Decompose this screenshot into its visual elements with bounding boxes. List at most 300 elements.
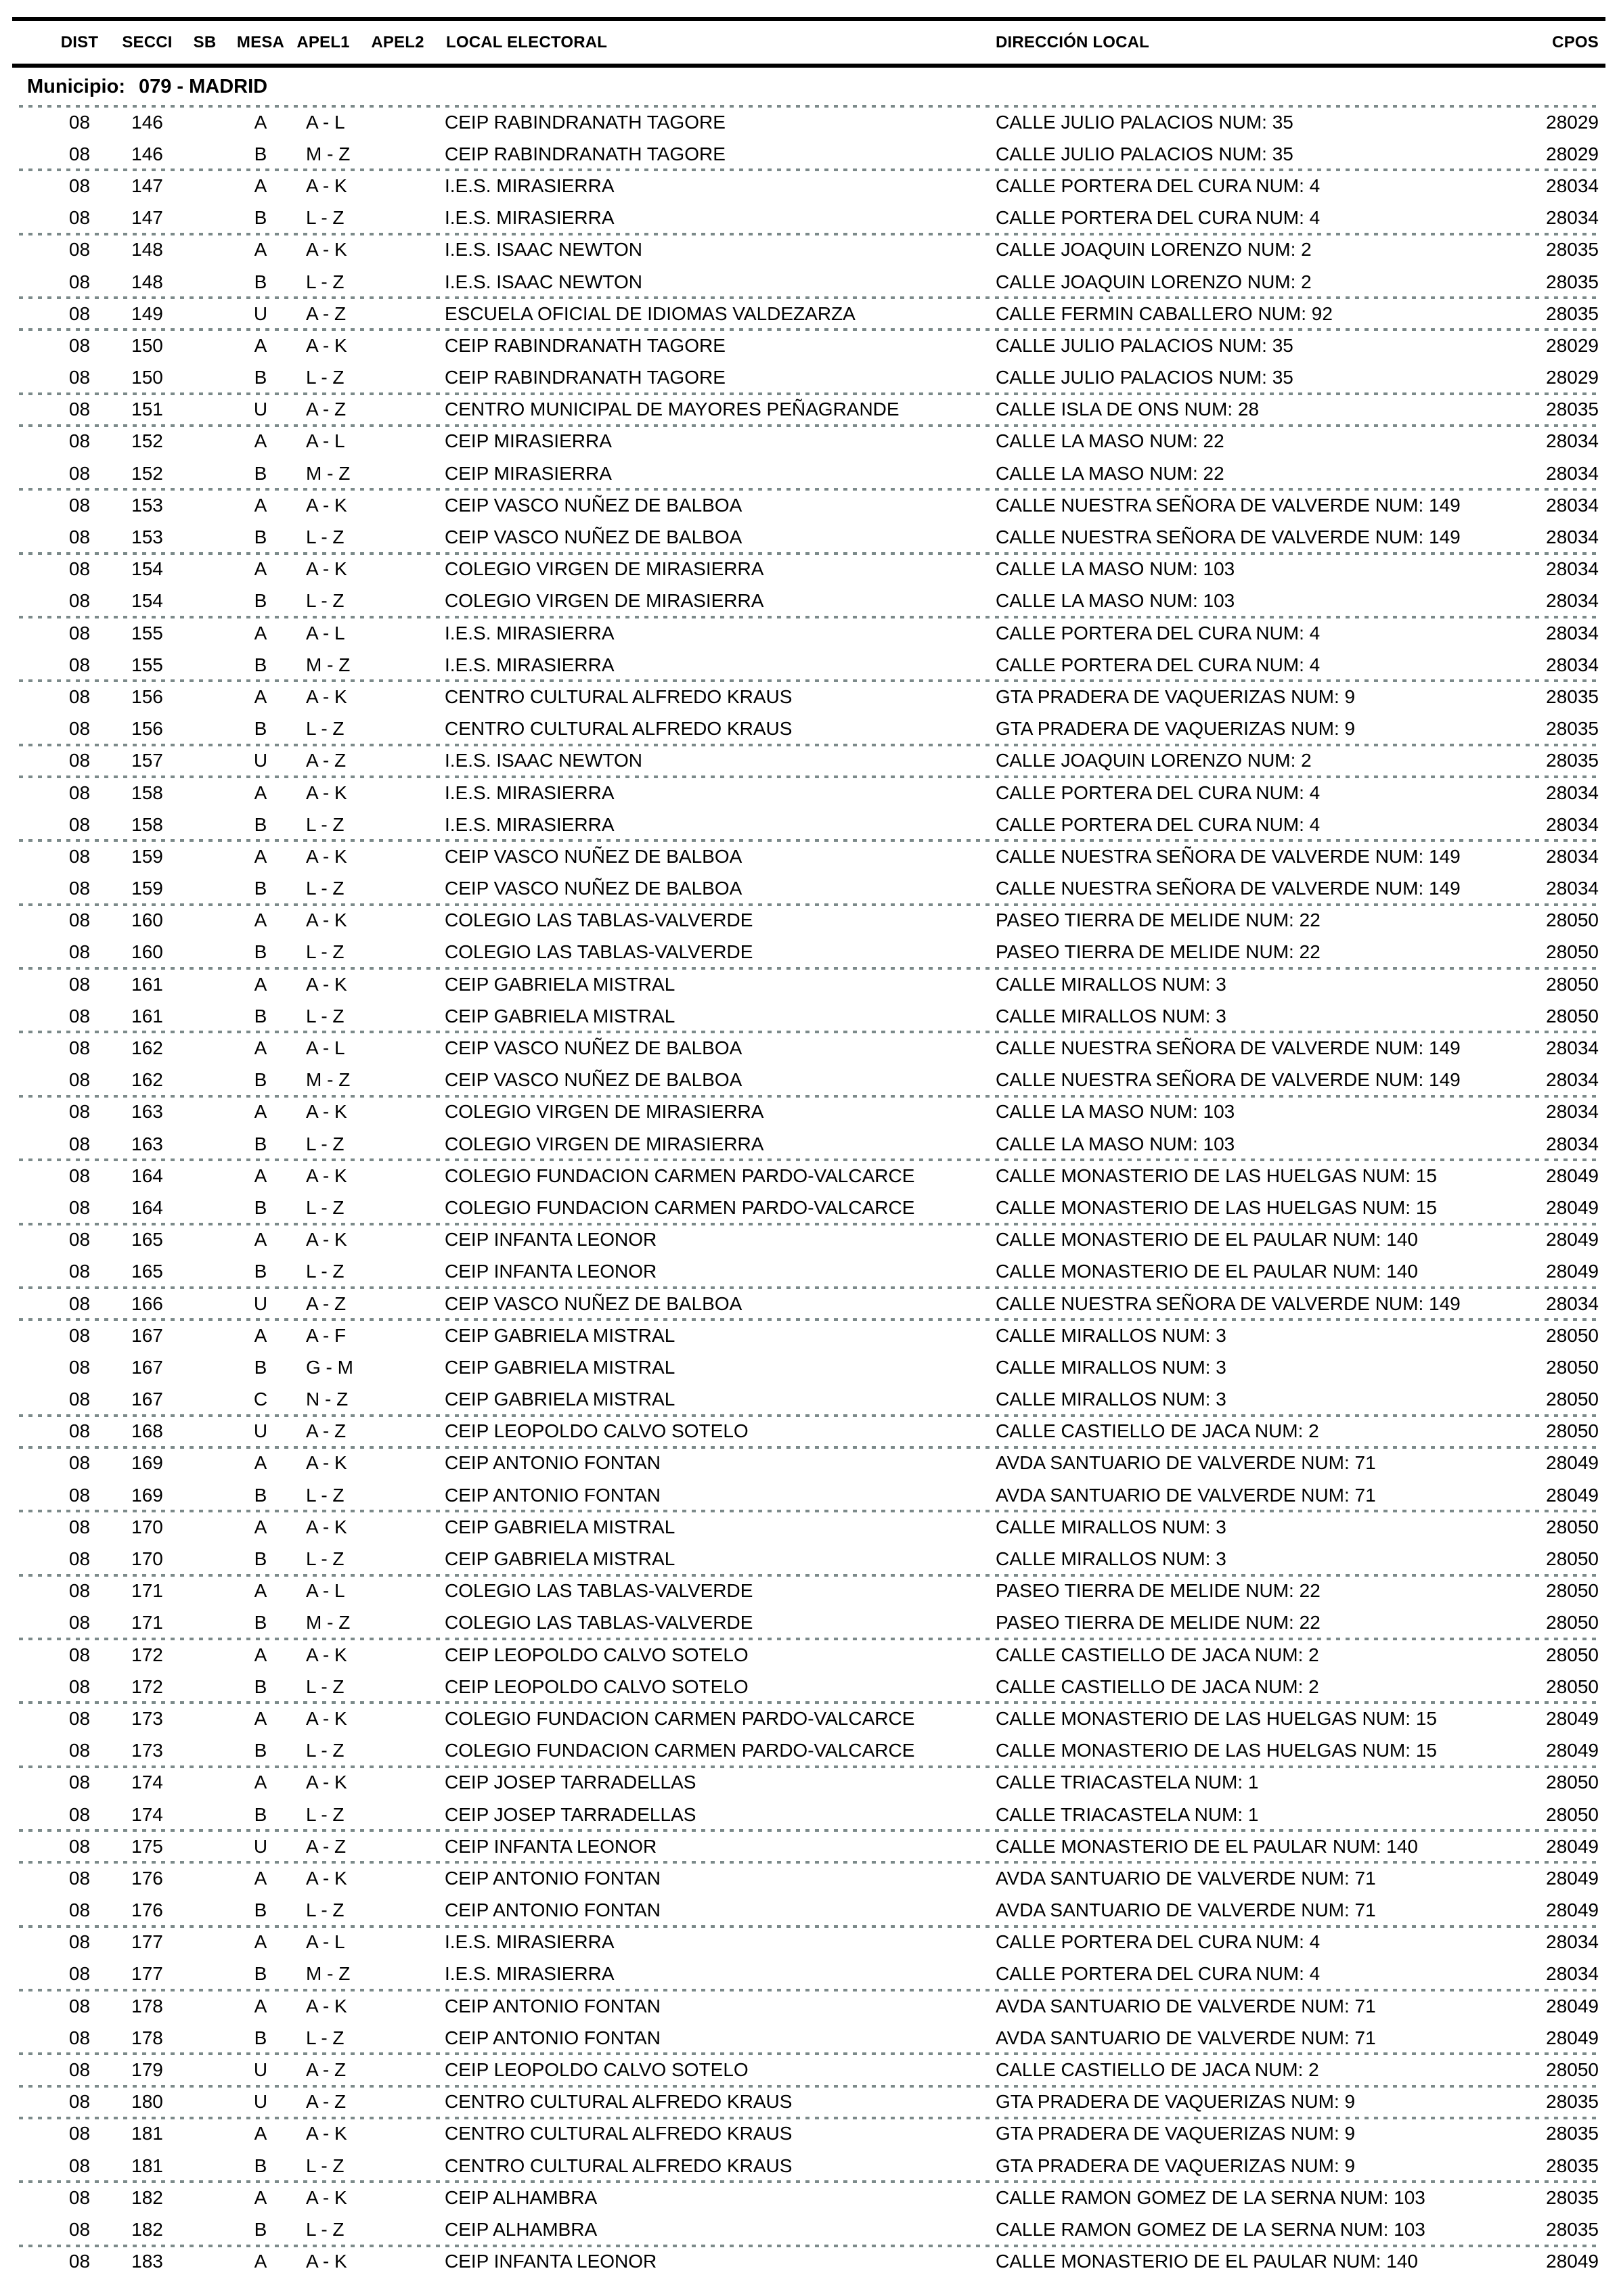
cell-cpos: 28050 [1546, 1612, 1599, 1634]
cell-local-electoral: CEIP VASCO NUÑEZ DE BALBOA [445, 1292, 742, 1314]
cell-local-electoral: CEIP ANTONIO FONTAN [445, 1452, 661, 1474]
cell-mesa: B [254, 1740, 267, 1761]
cell-local-electoral: I.E.S. MIRASIERRA [445, 207, 615, 229]
cell-local-electoral: CEIP ANTONIO FONTAN [445, 1995, 661, 2017]
cell-secci: 146 [131, 143, 163, 164]
cell-mesa: B [254, 526, 267, 548]
cell-secci: 181 [131, 2155, 163, 2176]
cell-apel-range: A - K [306, 782, 347, 803]
cell-cpos: 28049 [1546, 2251, 1599, 2272]
cell-direccion-local: CALLE TRIACASTELA NUM: 1 [996, 1803, 1259, 1825]
cell-dist: 08 [68, 1037, 91, 1059]
electoral-locals-document-page [0, 17, 1619, 2296]
cell-direccion-local: GTA PRADERA DE VAQUERIZAS NUM: 9 [996, 718, 1356, 740]
cell-secci: 171 [131, 1580, 163, 1602]
cell-cpos: 28050 [1546, 1420, 1599, 1442]
cell-cpos: 28050 [1546, 1580, 1599, 1602]
cell-local-electoral: CENTRO CULTURAL ALFREDO KRAUS [445, 2091, 793, 2113]
cell-cpos: 28050 [1546, 1644, 1599, 1665]
cell-dist: 08 [68, 526, 91, 548]
cell-direccion-local: CALLE RAMON GOMEZ DE LA SERNA NUM: 103 [996, 2218, 1425, 2240]
table-row [0, 1799, 1619, 1830]
cell-secci: 166 [131, 1292, 163, 1314]
cell-dist: 08 [68, 1356, 91, 1378]
cell-direccion-local: CALLE MONASTERIO DE EL PAULAR NUM: 140 [996, 1835, 1418, 1857]
cell-cpos: 28034 [1546, 1963, 1599, 1985]
cell-local-electoral: CEIP GABRIELA MISTRAL [445, 973, 675, 995]
cell-mesa: B [254, 2218, 267, 2240]
cell-cpos: 28029 [1546, 111, 1599, 133]
cell-local-electoral: CEIP VASCO NUÑEZ DE BALBOA [445, 1037, 742, 1059]
cell-apel-range: M - Z [306, 1612, 351, 1634]
cell-local-electoral: CEIP RABINDRANATH TAGORE [445, 334, 726, 356]
table-row [0, 937, 1619, 968]
table-row [0, 873, 1619, 905]
cell-direccion-local: CALLE JULIO PALACIOS NUM: 35 [996, 111, 1293, 133]
cell-mesa: B [254, 2155, 267, 2176]
table-row [0, 138, 1619, 170]
cell-secci: 158 [131, 782, 163, 803]
cell-local-electoral: COLEGIO FUNDACION CARMEN PARDO-VALCARCE [445, 1707, 915, 1729]
cell-cpos: 28049 [1546, 1452, 1599, 1474]
cell-local-electoral: COLEGIO LAS TABLAS-VALVERDE [445, 1612, 753, 1634]
cell-local-electoral: CEIP GABRIELA MISTRAL [445, 1356, 675, 1378]
column-header-mesa: MESA [236, 32, 285, 51]
cell-secci: 150 [131, 367, 163, 388]
cell-local-electoral: CEIP ANTONIO FONTAN [445, 1484, 661, 1506]
cell-secci: 173 [131, 1740, 163, 1761]
cell-apel-range: A - K [306, 973, 347, 995]
cell-secci: 172 [131, 1644, 163, 1665]
cell-local-electoral: CEIP VASCO NUÑEZ DE BALBOA [445, 878, 742, 899]
cell-mesa: B [254, 1261, 267, 1282]
cell-cpos: 28034 [1546, 175, 1599, 196]
cell-dist: 08 [68, 2186, 91, 2208]
cell-mesa: A [254, 430, 267, 452]
cell-local-electoral: COLEGIO VIRGEN DE MIRASIERRA [445, 1101, 764, 1123]
cell-local-electoral: CEIP ALHAMBRA [445, 2186, 598, 2208]
cell-cpos: 28049 [1546, 1229, 1599, 1251]
cell-mesa: A [254, 1931, 267, 1953]
cell-mesa: B [254, 878, 267, 899]
table-body [0, 106, 1619, 2278]
cell-direccion-local: CALLE NUESTRA SEÑORA DE VALVERDE NUM: 149 [996, 1292, 1461, 1314]
column-header-direccion-local: DIRECCIÓN LOCAL [996, 32, 1149, 51]
cell-mesa: U [253, 1420, 268, 1442]
cell-apel-range: M - Z [306, 462, 351, 484]
cell-dist: 08 [68, 271, 91, 292]
cell-mesa: B [254, 2027, 267, 2048]
cell-mesa: B [254, 813, 267, 835]
cell-dist: 08 [68, 622, 91, 644]
cell-dist: 08 [68, 1005, 91, 1027]
cell-secci: 156 [131, 718, 163, 740]
cell-dist: 08 [68, 941, 91, 963]
table-row [0, 809, 1619, 840]
cell-direccion-local: CALLE RAMON GOMEZ DE LA SERNA NUM: 103 [996, 2186, 1425, 2208]
cell-mesa: A [254, 782, 267, 803]
cell-secci: 151 [131, 399, 163, 420]
cell-secci: 159 [131, 878, 163, 899]
cell-mesa: A [254, 1037, 267, 1059]
cell-secci: 148 [131, 271, 163, 292]
table-row [0, 266, 1619, 298]
cell-dist: 08 [68, 654, 91, 675]
cell-apel-range: A - K [306, 334, 347, 356]
cell-cpos: 28029 [1546, 143, 1599, 164]
column-header-apel2: APEL2 [371, 32, 424, 51]
cell-local-electoral: COLEGIO LAS TABLAS-VALVERDE [445, 909, 753, 931]
cell-mesa: B [254, 1133, 267, 1154]
cell-mesa: A [254, 1516, 267, 1537]
cell-secci: 154 [131, 590, 163, 612]
cell-apel-range: L - Z [306, 718, 345, 740]
cell-mesa: B [254, 1005, 267, 1027]
cell-mesa: A [254, 1644, 267, 1665]
cell-cpos: 28035 [1546, 2091, 1599, 2113]
cell-direccion-local: AVDA SANTUARIO DE VALVERDE NUM: 71 [996, 1484, 1376, 1506]
cell-secci: 153 [131, 494, 163, 516]
cell-cpos: 28034 [1546, 1069, 1599, 1091]
cell-dist: 08 [68, 111, 91, 133]
table-row [0, 1511, 1619, 1543]
cell-secci: 174 [131, 1803, 163, 1825]
cell-mesa: A [254, 494, 267, 516]
cell-dist: 08 [68, 813, 91, 835]
table-row [0, 1256, 1619, 1288]
cell-dist: 08 [68, 462, 91, 484]
cell-mesa: A [254, 1452, 267, 1474]
cell-secci: 183 [131, 2251, 163, 2272]
column-header-apel1: APEL1 [296, 32, 350, 51]
cell-apel-range: L - Z [306, 2155, 345, 2176]
cell-cpos: 28029 [1546, 334, 1599, 356]
cell-mesa: A [254, 2123, 267, 2144]
cell-secci: 163 [131, 1133, 163, 1154]
cell-secci: 182 [131, 2218, 163, 2240]
cell-local-electoral: CEIP RABINDRANATH TAGORE [445, 143, 726, 164]
cell-secci: 159 [131, 845, 163, 867]
cell-mesa: C [253, 1389, 268, 1410]
cell-secci: 153 [131, 526, 163, 548]
cell-dist: 08 [68, 1133, 91, 1154]
cell-direccion-local: CALLE PORTERA DEL CURA NUM: 4 [996, 175, 1321, 196]
cell-mesa: U [253, 1292, 268, 1314]
cell-mesa: A [254, 1165, 267, 1186]
cell-mesa: B [254, 654, 267, 675]
cell-apel-range: A - L [306, 1037, 345, 1059]
cell-apel-range: A - K [306, 1772, 347, 1793]
cell-cpos: 28034 [1546, 878, 1599, 899]
cell-dist: 08 [68, 718, 91, 740]
table-row [0, 1735, 1619, 1767]
table-row [0, 2086, 1619, 2118]
table-row [0, 298, 1619, 330]
cell-direccion-local: CALLE MIRALLOS NUM: 3 [996, 1324, 1226, 1346]
cell-mesa: A [254, 334, 267, 356]
cell-dist: 08 [68, 973, 91, 995]
cell-secci: 162 [131, 1069, 163, 1091]
cell-direccion-local: CALLE NUESTRA SEÑORA DE VALVERDE NUM: 149 [996, 526, 1461, 548]
cell-direccion-local: CALLE CASTIELLO DE JACA NUM: 2 [996, 1420, 1319, 1442]
cell-mesa: A [254, 1772, 267, 1793]
table-row [0, 1000, 1619, 1032]
cell-cpos: 28034 [1546, 1101, 1599, 1123]
cell-dist: 08 [68, 302, 91, 324]
cell-direccion-local: CALLE TRIACASTELA NUM: 1 [996, 1772, 1259, 1793]
cell-local-electoral: CENTRO CULTURAL ALFREDO KRAUS [445, 2123, 793, 2144]
cell-apel-range: A - K [306, 558, 347, 580]
cell-direccion-local: CALLE MIRALLOS NUM: 3 [996, 1389, 1226, 1410]
cell-apel-range: L - Z [306, 1133, 345, 1154]
cell-dist: 08 [68, 909, 91, 931]
cell-dist: 08 [68, 590, 91, 612]
cell-dist: 08 [68, 1516, 91, 1537]
cell-apel-range: A - K [306, 1452, 347, 1474]
cell-apel-range: L - Z [306, 271, 345, 292]
cell-direccion-local: CALLE PORTERA DEL CURA NUM: 4 [996, 1963, 1321, 1985]
cell-dist: 08 [68, 399, 91, 420]
cell-dist: 08 [68, 1931, 91, 1953]
cell-cpos: 28034 [1546, 1133, 1599, 1154]
cell-secci: 147 [131, 207, 163, 229]
cell-direccion-local: CALLE CASTIELLO DE JACA NUM: 2 [996, 1675, 1319, 1697]
cell-secci: 174 [131, 1772, 163, 1793]
table-row [0, 554, 1619, 585]
cell-mesa: A [254, 1867, 267, 1889]
cell-apel-range: A - K [306, 1644, 347, 1665]
cell-cpos: 28050 [1546, 2059, 1599, 2081]
cell-mesa: B [254, 941, 267, 963]
cell-apel-range: L - Z [306, 1196, 345, 1218]
cell-dist: 08 [68, 1420, 91, 1442]
cell-mesa: A [254, 1324, 267, 1346]
cell-mesa: U [253, 2059, 268, 2081]
cell-apel-range: A - Z [306, 399, 347, 420]
cell-apel-range: A - K [306, 1707, 347, 1729]
cell-secci: 168 [131, 1420, 163, 1442]
cell-secci: 169 [131, 1452, 163, 1474]
cell-mesa: A [254, 2186, 267, 2208]
cell-secci: 182 [131, 2186, 163, 2208]
table-row [0, 1895, 1619, 1927]
cell-cpos: 28049 [1546, 1261, 1599, 1282]
cell-direccion-local: CALLE NUESTRA SEÑORA DE VALVERDE NUM: 149 [996, 1037, 1461, 1059]
cell-cpos: 28034 [1546, 1931, 1599, 1953]
cell-dist: 08 [68, 1229, 91, 1251]
cell-dist: 08 [68, 1101, 91, 1123]
cell-direccion-local: PASEO TIERRA DE MELIDE NUM: 22 [996, 1612, 1321, 1634]
cell-dist: 08 [68, 1772, 91, 1793]
table-row [0, 840, 1619, 872]
cell-cpos: 28035 [1546, 685, 1599, 707]
cell-secci: 165 [131, 1229, 163, 1251]
table-header-row [0, 21, 1619, 64]
cell-apel-range: L - Z [306, 1484, 345, 1506]
table-row [0, 1927, 1619, 1958]
cell-direccion-local: PASEO TIERRA DE MELIDE NUM: 22 [996, 909, 1321, 931]
cell-cpos: 28035 [1546, 2123, 1599, 2144]
cell-direccion-local: CALLE ISLA DE ONS NUM: 28 [996, 399, 1260, 420]
cell-dist: 08 [68, 1644, 91, 1665]
cell-apel-range: A - K [306, 1165, 347, 1186]
cell-local-electoral: COLEGIO FUNDACION CARMEN PARDO-VALCARCE [445, 1196, 915, 1218]
cell-secci: 152 [131, 462, 163, 484]
cell-mesa: A [254, 622, 267, 644]
cell-mesa: B [254, 462, 267, 484]
cell-direccion-local: CALLE NUESTRA SEÑORA DE VALVERDE NUM: 149 [996, 878, 1461, 899]
cell-direccion-local: CALLE MONASTERIO DE LAS HUELGAS NUM: 15 [996, 1707, 1437, 1729]
cell-local-electoral: I.E.S. ISAAC NEWTON [445, 271, 642, 292]
cell-cpos: 28029 [1546, 367, 1599, 388]
municipio-value: 079 - MADRID [138, 76, 268, 97]
cell-direccion-local: CALLE NUESTRA SEÑORA DE VALVERDE NUM: 149 [996, 1069, 1461, 1091]
cell-apel-range: A - K [306, 685, 347, 707]
cell-local-electoral: CEIP INFANTA LEONOR [445, 1261, 657, 1282]
cell-direccion-local: CALLE LA MASO NUM: 22 [996, 462, 1224, 484]
cell-apel-range: A - K [306, 494, 347, 516]
cell-cpos: 28049 [1546, 1995, 1599, 2017]
cell-direccion-local: CALLE LA MASO NUM: 103 [996, 558, 1235, 580]
table-row [0, 745, 1619, 777]
cell-apel-range: M - Z [306, 143, 351, 164]
cell-cpos: 28035 [1546, 2186, 1599, 2208]
table-row [0, 2054, 1619, 2086]
cell-apel-range: A - K [306, 1516, 347, 1537]
table-row [0, 1032, 1619, 1064]
cell-local-electoral: COLEGIO VIRGEN DE MIRASIERRA [445, 1133, 764, 1154]
cell-dist: 08 [68, 1675, 91, 1697]
cell-mesa: U [253, 2091, 268, 2113]
table-row [0, 1128, 1619, 1160]
cell-apel-range: M - Z [306, 1963, 351, 1985]
cell-cpos: 28050 [1546, 1803, 1599, 1825]
cell-direccion-local: CALLE MIRALLOS NUM: 3 [996, 973, 1226, 995]
cell-dist: 08 [68, 143, 91, 164]
cell-local-electoral: CEIP ANTONIO FONTAN [445, 1867, 661, 1889]
cell-apel-range: L - Z [306, 590, 345, 612]
cell-cpos: 28034 [1546, 622, 1599, 644]
cell-direccion-local: CALLE PORTERA DEL CURA NUM: 4 [996, 813, 1321, 835]
cell-direccion-local: CALLE LA MASO NUM: 103 [996, 590, 1235, 612]
cell-apel-range: L - Z [306, 526, 345, 548]
cell-cpos: 28034 [1546, 813, 1599, 835]
cell-cpos: 28034 [1546, 462, 1599, 484]
cell-cpos: 28034 [1546, 494, 1599, 516]
cell-apel-range: L - Z [306, 1740, 345, 1761]
table-row [0, 1862, 1619, 1894]
cell-mesa: A [254, 175, 267, 196]
cell-cpos: 28050 [1546, 1324, 1599, 1346]
cell-direccion-local: CALLE JULIO PALACIOS NUM: 35 [996, 334, 1293, 356]
table-row [0, 1320, 1619, 1351]
cell-mesa: A [254, 239, 267, 261]
table-row [0, 1671, 1619, 1703]
cell-secci: 164 [131, 1165, 163, 1186]
cell-local-electoral: CEIP INFANTA LEONOR [445, 2251, 657, 2272]
table-row [0, 234, 1619, 266]
cell-secci: 149 [131, 302, 163, 324]
cell-cpos: 28050 [1546, 1772, 1599, 1793]
cell-cpos: 28049 [1546, 1835, 1599, 1857]
cell-cpos: 28049 [1546, 1196, 1599, 1218]
cell-secci: 163 [131, 1101, 163, 1123]
cell-direccion-local: CALLE JOAQUIN LORENZO NUM: 2 [996, 271, 1312, 292]
table-row [0, 713, 1619, 745]
cell-direccion-local: CALLE PORTERA DEL CURA NUM: 4 [996, 782, 1321, 803]
cell-direccion-local: CALLE JOAQUIN LORENZO NUM: 2 [996, 239, 1312, 261]
cell-dist: 08 [68, 1867, 91, 1889]
cell-dist: 08 [68, 2123, 91, 2144]
cell-mesa: B [254, 1196, 267, 1218]
cell-local-electoral: CEIP GABRIELA MISTRAL [445, 1324, 675, 1346]
cell-secci: 176 [131, 1867, 163, 1889]
cell-apel-range: L - Z [306, 813, 345, 835]
cell-secci: 155 [131, 654, 163, 675]
cell-cpos: 28049 [1546, 1484, 1599, 1506]
table-row [0, 2246, 1619, 2278]
cell-apel-range: L - Z [306, 1899, 345, 1921]
cell-secci: 152 [131, 430, 163, 452]
table-row [0, 1288, 1619, 1320]
cell-cpos: 28034 [1546, 590, 1599, 612]
cell-secci: 150 [131, 334, 163, 356]
cell-direccion-local: AVDA SANTUARIO DE VALVERDE NUM: 71 [996, 1452, 1376, 1474]
cell-secci: 146 [131, 111, 163, 133]
cell-mesa: U [253, 399, 268, 420]
table-row [0, 1351, 1619, 1383]
cell-local-electoral: I.E.S. MIRASIERRA [445, 1931, 615, 1953]
cell-mesa: B [254, 1484, 267, 1506]
cell-apel-range: A - K [306, 239, 347, 261]
cell-secci: 167 [131, 1324, 163, 1346]
cell-direccion-local: CALLE MONASTERIO DE EL PAULAR NUM: 140 [996, 2251, 1418, 2272]
cell-mesa: B [254, 367, 267, 388]
cell-mesa: A [254, 973, 267, 995]
cell-dist: 08 [68, 782, 91, 803]
cell-mesa: B [254, 271, 267, 292]
cell-apel-range: L - Z [306, 1261, 345, 1282]
cell-direccion-local: CALLE MONASTERIO DE EL PAULAR NUM: 140 [996, 1229, 1418, 1251]
cell-apel-range: A - F [306, 1324, 347, 1346]
cell-local-electoral: COLEGIO VIRGEN DE MIRASIERRA [445, 558, 764, 580]
table-row [0, 457, 1619, 489]
cell-cpos: 28034 [1546, 207, 1599, 229]
cell-dist: 08 [68, 1484, 91, 1506]
cell-mesa: A [254, 1995, 267, 2017]
cell-apel-range: L - Z [306, 2027, 345, 2048]
table-row [0, 1384, 1619, 1416]
cell-secci: 157 [131, 750, 163, 771]
cell-cpos: 28034 [1546, 782, 1599, 803]
table-row [0, 2213, 1619, 2245]
table-row [0, 489, 1619, 521]
cell-direccion-local: GTA PRADERA DE VAQUERIZAS NUM: 9 [996, 2091, 1356, 2113]
cell-direccion-local: CALLE MONASTERIO DE LAS HUELGAS NUM: 15 [996, 1740, 1437, 1761]
cell-local-electoral: I.E.S. ISAAC NEWTON [445, 239, 642, 261]
cell-secci: 180 [131, 2091, 163, 2113]
table-row [0, 1096, 1619, 1128]
table-row [0, 1958, 1619, 1990]
cell-direccion-local: CALLE PORTERA DEL CURA NUM: 4 [996, 207, 1321, 229]
cell-local-electoral: CEIP ANTONIO FONTAN [445, 1899, 661, 1921]
cell-cpos: 28034 [1546, 526, 1599, 548]
cell-secci: 160 [131, 909, 163, 931]
table-row [0, 1064, 1619, 1096]
cell-direccion-local: CALLE MONASTERIO DE LAS HUELGAS NUM: 15 [996, 1165, 1437, 1186]
cell-apel-range: A - L [306, 111, 345, 133]
cell-local-electoral: COLEGIO VIRGEN DE MIRASIERRA [445, 590, 764, 612]
